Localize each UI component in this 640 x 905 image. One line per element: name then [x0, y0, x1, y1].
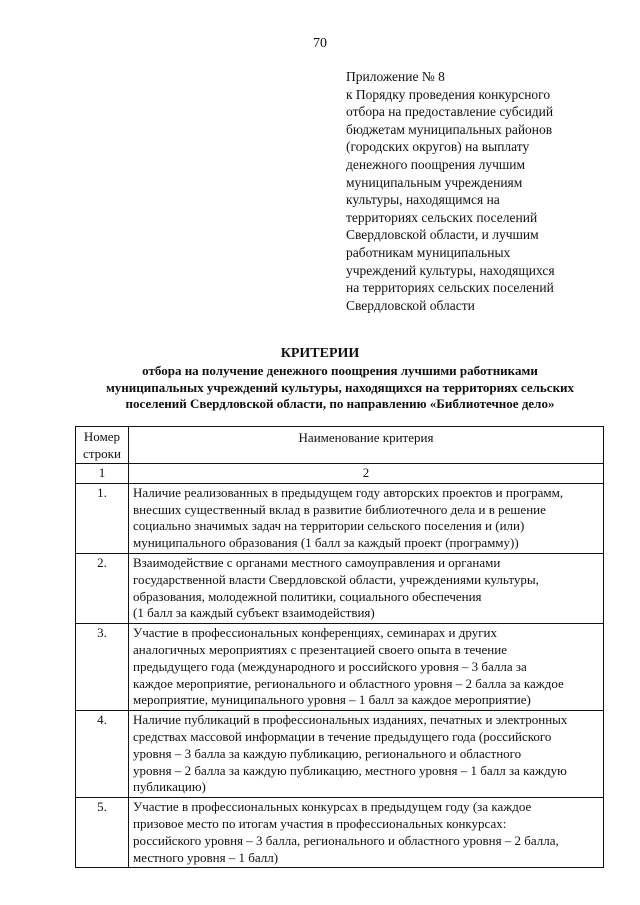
appendix-line: Свердловской области, и лучшим	[346, 227, 539, 243]
criterion-text	[129, 553, 604, 623]
appendix-block	[346, 68, 616, 314]
page-number: 70	[313, 36, 327, 51]
table-row	[76, 624, 604, 711]
criterion-line: российского уровня – 3 балла, регионального и областного уровня – 2 балла,	[133, 832, 559, 848]
header-num-line: Номер	[83, 429, 121, 444]
appendix-line: территориях сельских поселений	[346, 209, 538, 225]
criterion-text	[129, 624, 604, 711]
appendix-line: работникам муниципальных	[346, 244, 511, 260]
criterion-line: внесших существенный вклад в развитие библиотечного дела и в решение	[133, 501, 546, 517]
header-num-line: строки	[83, 446, 121, 461]
criterion-line: предыдущего года (международного и российского уровня – 3 балла за	[133, 658, 527, 674]
criterion-line: Взаимодействие с органами местного самоуправления и органами	[133, 554, 501, 570]
index-cell-1: 1	[76, 464, 129, 484]
header-row-number	[76, 427, 129, 464]
criterion-text	[129, 711, 604, 798]
criterion-line: средствах массовой информации в течение предыдущего года (российского	[133, 728, 552, 744]
criterion-line: муниципального образования (1 балл за каждый проект (программу))	[133, 535, 519, 551]
table-row	[76, 798, 604, 868]
subtitle-line: поселений Свердловской области, по направлению «Библиотечное дело»	[125, 396, 555, 411]
row-number: 1.	[76, 483, 129, 553]
criterion-line: публикацию)	[133, 779, 206, 795]
criterion-line: каждое мероприятие, регионального и областного уровня – 2 балла за каждое	[133, 675, 564, 691]
criterion-line: местного уровня – 1 балл)	[133, 849, 279, 865]
criteria-table	[75, 426, 604, 868]
criterion-line: Участие в профессиональных конференциях, семинарах и других	[133, 625, 497, 641]
appendix-line: на территориях сельских поселений	[346, 280, 554, 296]
appendix-line: муниципальным учреждениям	[346, 174, 523, 190]
table-row	[76, 711, 604, 798]
criterion-line: (1 балл за каждый субъект взаимодействия)	[133, 605, 375, 621]
criterion-line: уровня – 2 балла за каждую публикацию, местного уровня – 1 балл за каждую	[133, 762, 567, 778]
appendix-line: отбора на предоставление субсидий	[346, 104, 554, 120]
row-number: 2.	[76, 553, 129, 623]
criterion-line: Участие в профессиональных конкурсах в предыдущем году (за каждое	[133, 799, 532, 815]
row-number: 3.	[76, 624, 129, 711]
row-number: 5.	[76, 798, 129, 868]
appendix-line: культуры, находящимся на	[346, 192, 500, 208]
index-cell-2: 2	[129, 464, 604, 484]
table-row	[76, 553, 604, 623]
criterion-text	[129, 798, 604, 868]
criteria-subtitle	[80, 363, 600, 413]
criterion-text	[129, 483, 604, 553]
appendix-line: (городских округов) на выплату	[346, 139, 530, 155]
criterion-line: государственной власти Свердловской области, учреждениями культуры,	[133, 571, 539, 587]
criterion-line: уровня – 3 балла за каждую публикацию, регионального и областного	[133, 745, 522, 761]
appendix-line: Свердловской области	[346, 297, 475, 313]
appendix-line: к Порядку проведения конкурсного	[346, 86, 551, 102]
criterion-line: аналогичных мероприятиях с презентацией своего опыта в течение	[133, 641, 507, 657]
appendix-line: Приложение № 8	[346, 69, 445, 84]
criterion-line: призовое место по итогам участия в профессиональных конкурсах:	[133, 815, 507, 831]
appendix-line: учреждений культуры, находящихся	[346, 262, 555, 278]
criterion-line: образования, молодежной политики, социального обеспечения	[133, 588, 482, 604]
table-index-row	[76, 464, 604, 484]
criterion-line: Наличие публикаций в профессиональных изданиях, печатных и электронных	[133, 712, 568, 728]
appendix-line: денежного поощрения лучшим	[346, 156, 526, 172]
header-criterion-name: Наименование критерия	[129, 427, 604, 464]
criterion-line: мероприятие, муниципального уровня – 1 балл за каждое мероприятие)	[133, 692, 531, 708]
row-number: 4.	[76, 711, 129, 798]
subtitle-line: отбора на получение денежного поощрения лучшими работниками	[142, 363, 538, 378]
criterion-line: социально значимых задач на территории сельского поселения и (или)	[133, 518, 525, 534]
table-header-row	[76, 427, 604, 464]
criterion-line: Наличие реализованных в предыдущем году авторских проектов и программ,	[133, 484, 564, 500]
criteria-title: КРИТЕРИИ	[280, 346, 360, 361]
table-row	[76, 483, 604, 553]
appendix-line: бюджетам муниципальных районов	[346, 121, 553, 137]
subtitle-line: муниципальных учреждений культуры, находящихся на территориях сельских	[105, 379, 575, 395]
